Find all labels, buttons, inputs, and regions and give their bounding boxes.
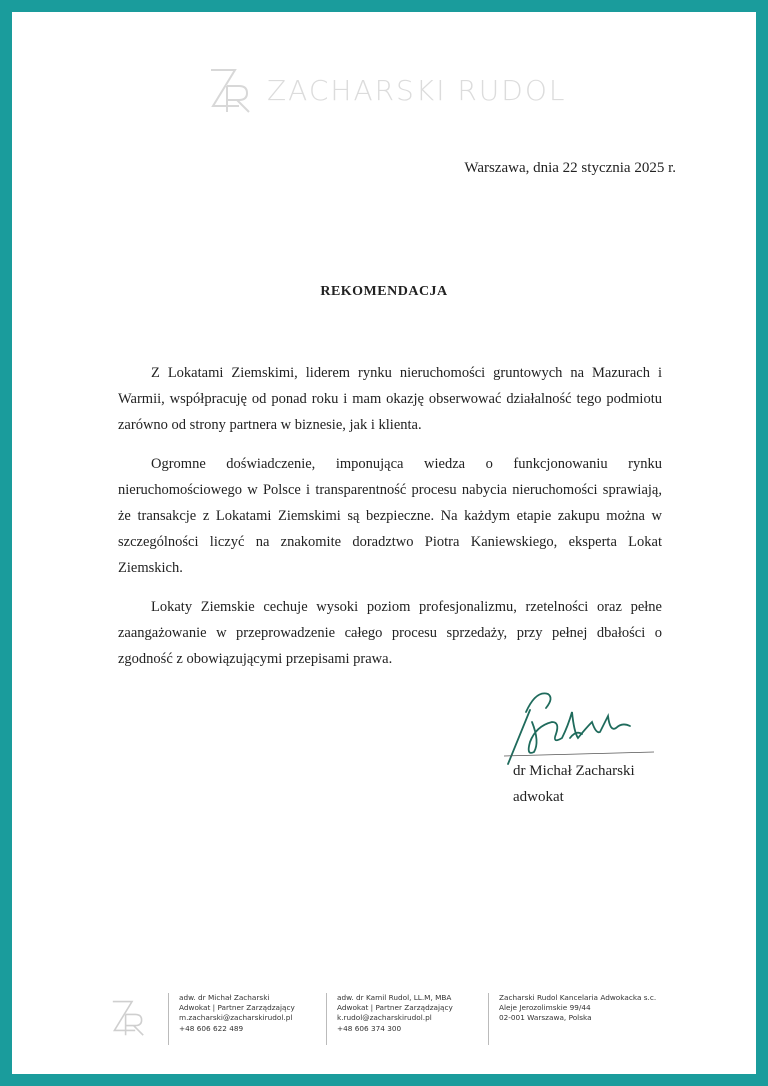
footer-phone: +48 606 622 489 [179, 1023, 244, 1033]
footer-line: Adwokat | Partner Zarządzający [337, 1003, 453, 1013]
letter-body [118, 360, 662, 685]
footer-line: Adwokat | Partner Zarządzający [179, 1003, 295, 1013]
footer-monogram-icon [108, 993, 148, 1039]
paragraph-1: Z Lokatami Ziemskimi, liderem rynku nieruchomości gruntowych na Mazurach i Warmii, współpracuję od ponad roku i mam okazję obserwować działalność tego podmiotu zarówno od strony partnera w biznesie, jak i klienta. [118, 365, 662, 433]
paragraph-2: Ogromne doświadczenie, imponująca wiedza o funkcjonowaniu rynku nieruchomościowego w Polsce i transparentność procesu nabycia nieruchomości sprawiają, że transakcje z Lokatami Ziemskimi są bezpieczne. Na każdym etapie zakupu można w szczególności liczyć na znakomite doradztwo Piotra Kaniewskiego, eksperta Lokat Ziemskich. [118, 456, 662, 576]
handwritten-signature [496, 682, 656, 772]
firm-name: ZACHARSKI RUDOL [267, 74, 567, 107]
signatory-role: adwokat [513, 789, 564, 805]
signatory-name: dr Michał Zacharski [513, 763, 635, 779]
footer-line: adw. dr Kamil Rudol, LL.M, MBA [337, 993, 452, 1002]
footer-email[interactable]: m.zacharski@zacharskirudol.pl [179, 1013, 293, 1023]
footer-firm-address [488, 993, 656, 1045]
footer-contact-rudol [326, 993, 453, 1045]
footer-contact-zacharski [168, 993, 295, 1045]
footer [108, 993, 708, 1049]
footer-phone: +48 606 374 300 [337, 1023, 402, 1033]
footer-line: adw. dr Michał Zacharski [179, 993, 270, 1002]
letterhead-logo [205, 62, 585, 112]
footer-email[interactable]: k.rudol@zacharskirudol.pl [337, 1013, 432, 1023]
footer-line: Zacharski Rudol Kancelaria Adwokacka s.c. [499, 993, 657, 1002]
letter-title: REKOMENDACJA [320, 284, 448, 299]
paragraph-3: Lokaty Ziemskie cechuje wysoki poziom profesjonalizmu, rzetelności oraz pełne zaangażowanie w przeprowadzenie całego procesu sprzedaży, przy pełnej dbałości o zgodność z obowiązującymi przepisami prawa. [118, 599, 662, 667]
monogram-logo-icon [205, 62, 255, 114]
footer-line: Aleje Jerozolimskie 99/44 [499, 1003, 591, 1013]
letter-date: Warszawa, dnia 22 stycznia 2025 r. [464, 160, 676, 176]
footer-line: 02-001 Warszawa, Polska [499, 1013, 592, 1023]
